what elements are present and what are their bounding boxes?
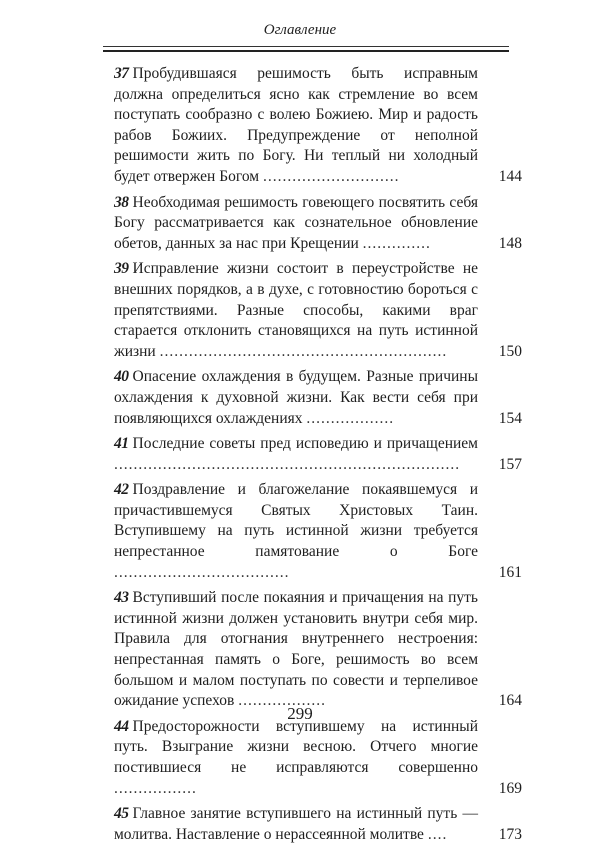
page-folio-number: 299	[287, 704, 313, 723]
entry-page-number: 164	[498, 692, 522, 710]
entry-number: 44	[114, 717, 129, 735]
entry-page-number: 173	[498, 825, 522, 843]
leader-dots: .................	[114, 779, 197, 797]
entry-number: 41	[114, 435, 129, 453]
leader-dots: ....................................	[114, 563, 290, 581]
entry-number: 38	[114, 193, 129, 211]
toc-entry[interactable]	[114, 64, 522, 188]
entry-text: Главное занятие вступившего на истинный путь — молитва. Наставление о нерассеянной молитве	[114, 805, 478, 843]
entry-text: Исправление жизни состоит в переустройстве не внешних порядков, а в духе, с готовностию бороться с препятствиями. Разные способы, какими враг старается отклонить становящихся на путь истинной жизни	[114, 260, 478, 360]
entry-page-number: 169	[498, 779, 522, 797]
toc-entry[interactable]	[114, 367, 522, 429]
running-header: Оглавление	[263, 22, 337, 38]
entry-number: 45	[114, 805, 129, 823]
entry-text: Пробудившаяся решимость быть исправным должна определиться ясно как стремление во всем поступать сообразно с волею Божиею. Мир и радость рабов Божиих. Предупреждение от неполной решимости жить по Богу. Ни теплый ни холодный будет отвержен Богом	[114, 65, 478, 185]
leader-dots: .......................................................................	[114, 455, 461, 473]
toc-entry[interactable]	[114, 717, 522, 799]
header-rule-thin	[103, 46, 509, 47]
entry-text: Предосторожности вступившему на истинный путь. Взыграние жизни весною. Отчего многие постившиеся не исправляются совершенно	[114, 717, 478, 776]
table-of-contents	[114, 64, 522, 850]
toc-entry[interactable]	[114, 588, 522, 712]
toc-entry[interactable]	[114, 480, 522, 583]
entry-page-number: 161	[498, 563, 522, 581]
entry-page-number: 150	[498, 342, 522, 360]
leader-dots: ..................	[238, 692, 326, 710]
toc-entry[interactable]	[114, 434, 522, 475]
entry-page-number: 148	[498, 234, 522, 252]
entry-text: Вступивший после покаяния и причащения на путь истинной жизни должен установить внутри себя мир. Правила для отогнания внутреннего нестроения: непрестанная память о Боге, решимость во всем большом и малом поступать по совести и терпеливое ожидание успехов	[114, 589, 478, 710]
entry-text: Последние советы пред исповедию и причащением	[132, 435, 478, 453]
leader-dots: ............................	[262, 167, 400, 185]
entry-number: 42	[114, 481, 129, 499]
toc-entry[interactable]	[114, 804, 522, 845]
leader-dots: ...........................................................	[159, 342, 448, 360]
entry-number: 43	[114, 589, 129, 607]
entry-number: 39	[114, 260, 129, 278]
entry-text: Необходимая решимость говеющего посвятить себя Богу рассматривается как сознательное обновление обетов, данных за нас при Крещении	[114, 193, 478, 252]
toc-entry[interactable]	[114, 193, 522, 255]
entry-number: 40	[114, 368, 129, 386]
header-rule-thick	[103, 50, 509, 52]
entry-number: 37	[114, 65, 129, 82]
entry-page-number: 157	[498, 455, 522, 473]
entry-page-number: 154	[498, 409, 522, 427]
entry-text: Опасение охлаждения в будущем. Разные причины охлаждения к духовной жизни. Как вести себя при появляющихся охлаждениях	[114, 368, 478, 427]
leader-dots: ..............	[362, 234, 431, 252]
leader-dots: ....	[427, 825, 448, 843]
entry-page-number: 144	[498, 167, 522, 185]
toc-entry[interactable]	[114, 259, 522, 362]
entry-text: Поздравление и благожелание покаявшемуся и причастившемуся Святых Христовых Таин. Вступившему на путь истинной жизни требуется непрестанное памятование о Боге	[114, 481, 478, 561]
leader-dots: ..................	[306, 409, 395, 427]
